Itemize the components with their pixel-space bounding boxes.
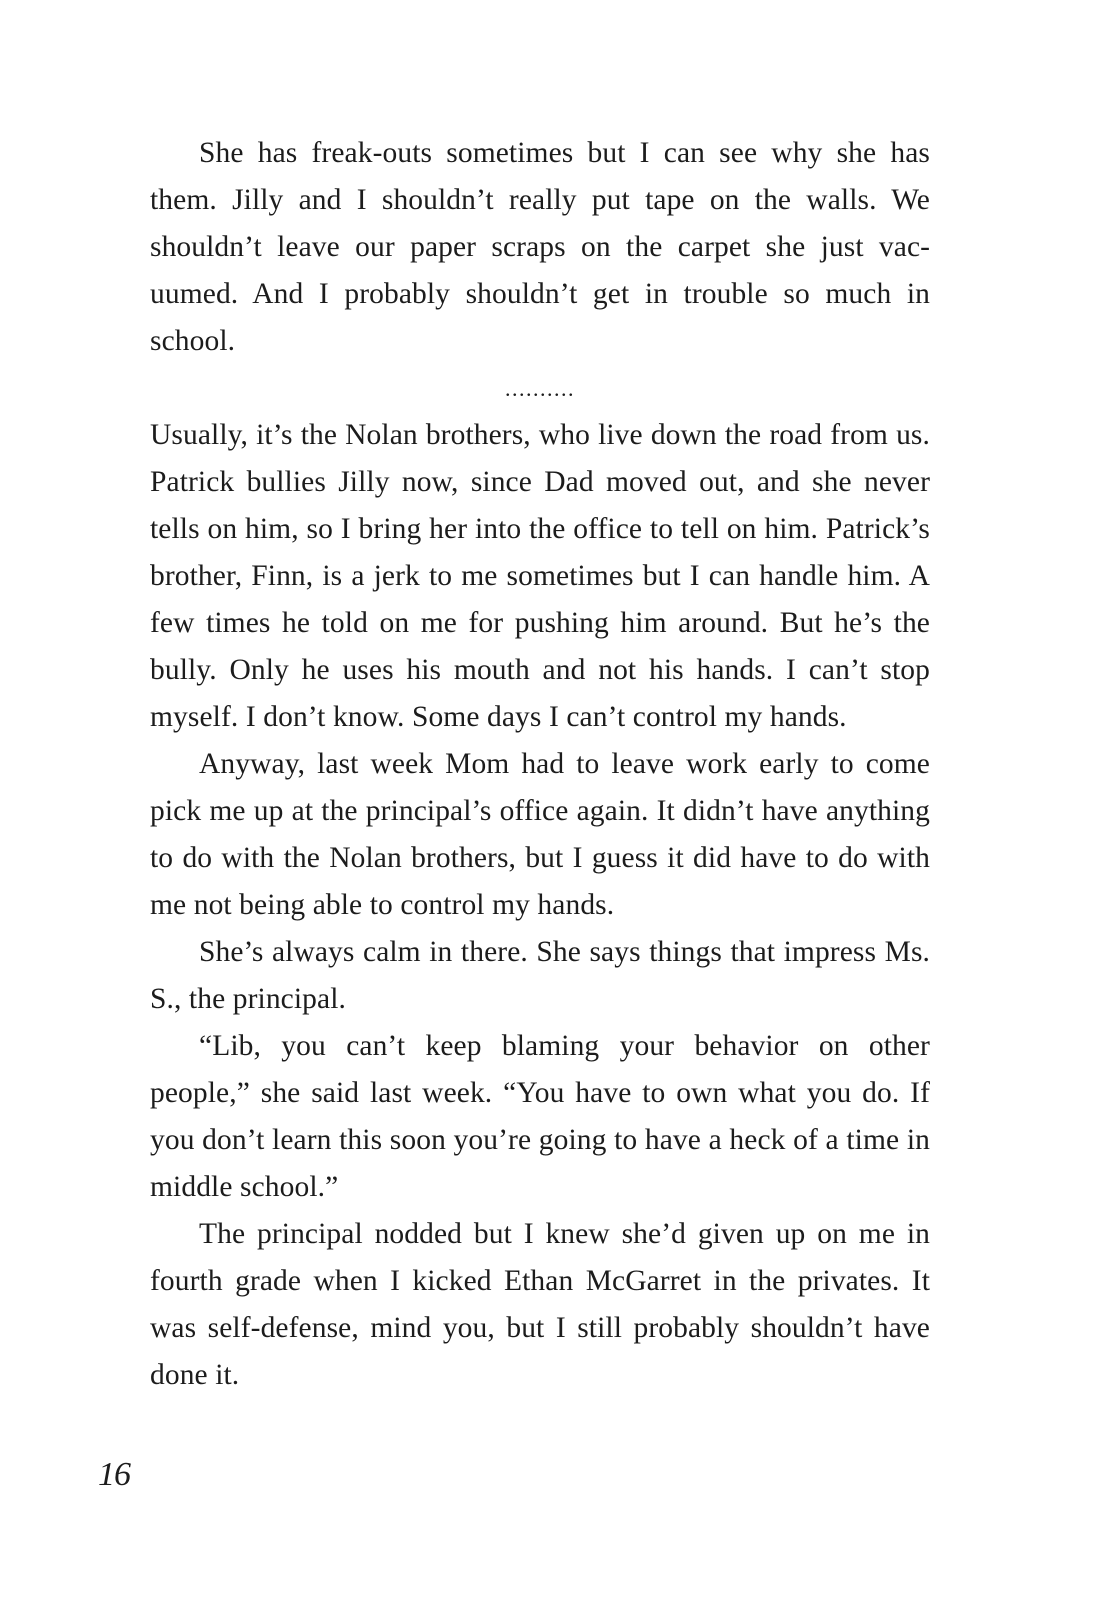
page-number: 16 xyxy=(98,1456,130,1493)
paragraph: The principal nodded but I knew she’d given up on me in fourth grade when I kicked Ethan McGarret in the privates. It was self-defense, mind you, but I still probably shouldn’t have done it. xyxy=(150,1218,930,1391)
paragraph: She’s always calm in there. She says things that impress Ms. S., the principal. xyxy=(150,936,930,1015)
paragraph: “Lib, you can’t keep blaming your behavior on other people,” she said last week. “You have to own what you do. If you don’t learn this soon you’re going to have a heck of a time in middle school.” xyxy=(150,1030,930,1203)
paragraph: Anyway, last week Mom had to leave work early to come pick me up at the principal’s office again. It didn’t have anything to do with the Nolan brothers, but I guess it did have to do with me not being able to control my hands. xyxy=(150,748,930,921)
paragraph: She has freak-outs sometimes but I can see why she has them. Jilly and I shouldn’t really put tape on the walls. We shouldn’t leave our paper scraps on the carpet she just vacuumed. And I probably shouldn’t get in trouble so much in school. xyxy=(150,137,930,357)
body-text xyxy=(150,130,930,1399)
paragraph: Usually, it’s the Nolan brothers, who live down the road from us. Patrick bullies Jilly now, since Dad moved out, and she never tells on him, so I bring her into the office to tell on him. Patrick’s brother, Finn, is a jerk to me sometimes but I can handle him. A few times he told on me for pushing him around. But he’s the bully. Only he uses his mouth and not his hands. I can’t stop myself. I don’t know. Some days I can’t control my hands. xyxy=(150,419,930,733)
scene-break: .......... xyxy=(505,376,575,401)
